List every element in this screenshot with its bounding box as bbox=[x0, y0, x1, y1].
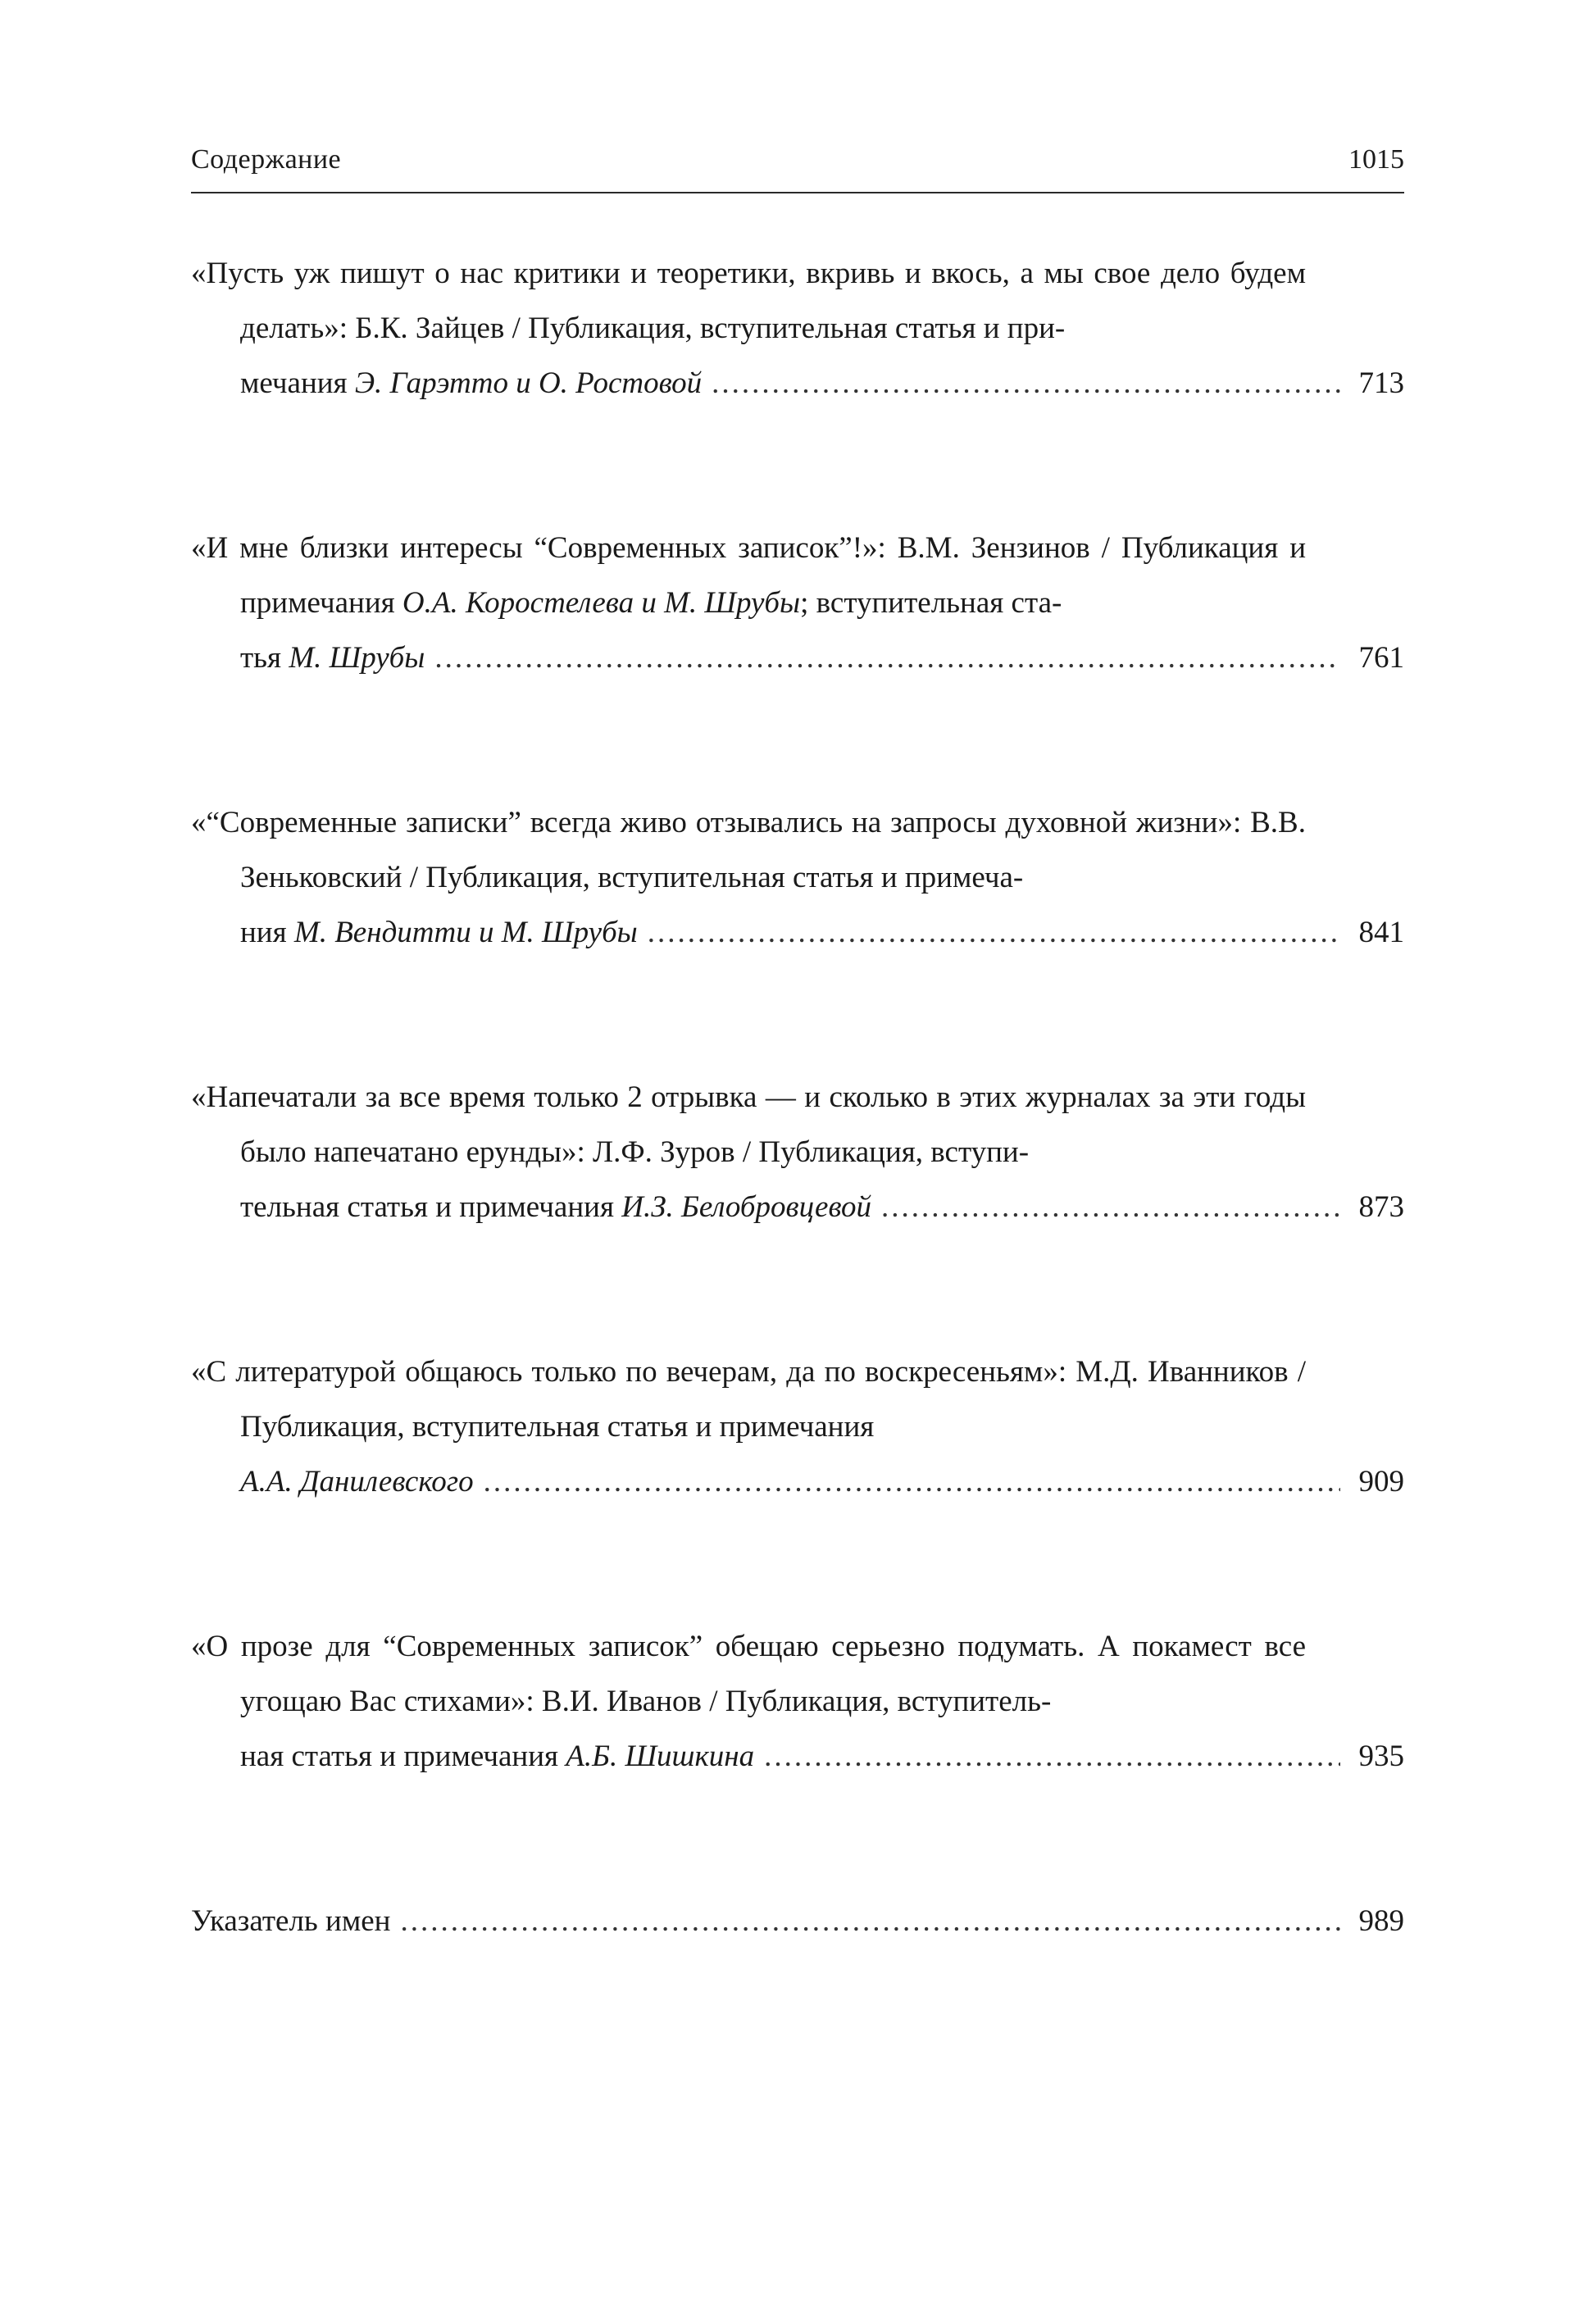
toc-entry-ivannikov bbox=[191, 1344, 1404, 1509]
toc-entry-authors: А.Б. Шишкина bbox=[566, 1740, 755, 1773]
toc-entry-title: «Пусть уж пишут о нас критики и теоретики, вкривь и вкось, а мы свое дело будем делать»: Б.К. Зайцев / Публикация, вступительная статья и при- bbox=[191, 257, 1306, 345]
toc-entry-authors: М. Вендитти и М. Шрубы bbox=[293, 916, 638, 949]
toc-entry-final-line bbox=[191, 1894, 1404, 1949]
dot-leader bbox=[434, 630, 1340, 685]
toc-entry-final-line bbox=[191, 905, 1404, 960]
toc-entry-credit-text: ная статья и примечания bbox=[240, 1740, 566, 1773]
toc-entry-credit bbox=[240, 1180, 871, 1235]
toc-entry-authors: Э. Гарэтто и О. Ростовой bbox=[354, 366, 703, 400]
toc-entry-title: «О прозе для “Современных записок” обещаю серьезно подумать. А покамест все угощаю Вас стихами»: В.И. Иванов / Публикация, вступитель- bbox=[191, 1630, 1306, 1718]
index-page: 989 bbox=[1358, 1904, 1404, 1938]
page-number: 1015 bbox=[1348, 144, 1404, 175]
toc-entry-authors: М. Шрубы bbox=[289, 641, 425, 675]
toc-entry-title: «С литературой общаюсь только по вечерам, да по воскресеньям»: М.Д. Иванников / Публикация, вступительная статья и примечания bbox=[191, 1355, 1306, 1444]
toc-entry-authors: О.А. Коростелева и М. Шрубы bbox=[402, 586, 801, 620]
page-header bbox=[191, 141, 1404, 193]
dot-leader bbox=[881, 1180, 1340, 1235]
toc-entry-page: 935 bbox=[1358, 1740, 1404, 1773]
toc-entry-title: «“Современные записки” всегда живо отзывались на запросы духовной жизни»: В.В. Зеньковский / Публикация, вступительная статья и примеча- bbox=[191, 806, 1306, 894]
toc-entry-name-index bbox=[191, 1894, 1404, 1949]
toc-entry-zaitsev bbox=[191, 246, 1404, 411]
toc-entry-title: «Напечатали за все время только 2 отрывка — и сколько в этих журналах за эти годы было напечатано ерунды»: Л.Ф. Зуров / Публикация, вступи- bbox=[191, 1080, 1306, 1169]
toc-entry-zenzinov bbox=[191, 521, 1404, 685]
toc-entry-final-line bbox=[191, 1729, 1404, 1784]
toc-entry-credit bbox=[240, 1454, 474, 1509]
toc-entry-credit-text: тельная статья и примечания bbox=[240, 1190, 622, 1224]
running-head: Содержание bbox=[191, 144, 342, 175]
toc-entry-final-line bbox=[191, 630, 1404, 685]
toc-entry-credit bbox=[240, 905, 638, 960]
index-label: Указатель имен bbox=[191, 1904, 391, 1938]
toc-entry-credit-text: тья bbox=[240, 641, 289, 675]
toc-entry-title: «И мне близки интересы “Современных записок”!»: В.М. Зензинов / Публикация и примечания О.А. Коростелева и М. Шрубы; вступительная ста- bbox=[191, 531, 1306, 620]
toc-entry-credit bbox=[240, 1729, 754, 1784]
toc-entry-credit-text: ния bbox=[240, 916, 294, 949]
toc-entry-credit bbox=[240, 356, 702, 411]
toc-entry-authors: А.А. Данилевского bbox=[240, 1465, 474, 1499]
toc-entry-final-line bbox=[191, 356, 1404, 411]
toc-entry-ivanov bbox=[191, 1619, 1404, 1784]
toc-entry-final-line bbox=[191, 1454, 1404, 1509]
toc-entry-page: 841 bbox=[1358, 916, 1404, 949]
toc-entry-zurov bbox=[191, 1070, 1404, 1235]
dot-leader bbox=[400, 1894, 1340, 1949]
toc-entry-credit bbox=[240, 630, 425, 685]
toc-entry-page: 909 bbox=[1358, 1465, 1404, 1499]
dot-leader bbox=[764, 1729, 1340, 1784]
toc-entry-credit-text: мечания bbox=[240, 366, 355, 400]
dot-leader bbox=[648, 905, 1340, 960]
dot-leader bbox=[712, 356, 1340, 411]
toc-entry-authors: И.З. Белобровцевой bbox=[621, 1190, 872, 1224]
dot-leader bbox=[484, 1454, 1340, 1509]
toc-entry-page: 873 bbox=[1358, 1190, 1404, 1224]
toc-entry-page: 713 bbox=[1358, 366, 1404, 400]
toc-entry-zenkovsky bbox=[191, 795, 1404, 960]
toc-entry-page: 761 bbox=[1358, 641, 1404, 675]
toc-entry-final-line bbox=[191, 1180, 1404, 1235]
table-of-contents bbox=[191, 246, 1404, 1949]
